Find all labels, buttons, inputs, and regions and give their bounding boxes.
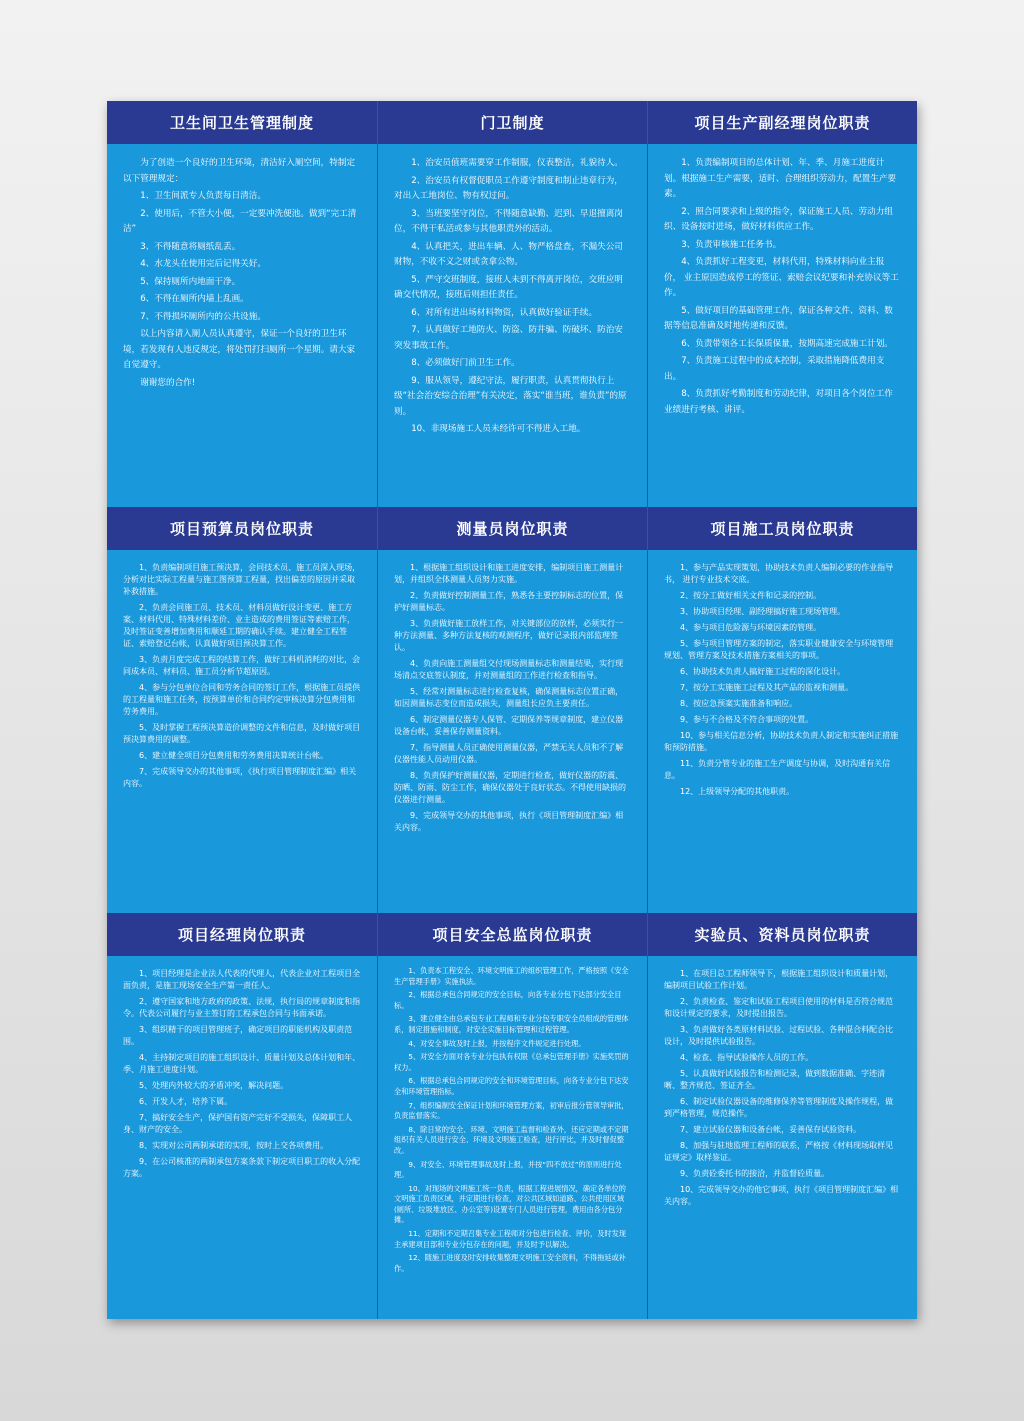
paragraph: 为了创造一个良好的卫生环境，清洁好入厕空间，特制定以下管理规定： — [123, 158, 356, 184]
paragraph: 10、非现场施工人员未经许可不得进入工地。 — [411, 424, 586, 434]
paragraph: 6、建立健全项目分包费用和劳务费用决算统计台帐。 — [139, 751, 329, 760]
paragraph: 7、负责施工过程中的成本控制，采取措施降低费用支出。 — [664, 356, 885, 382]
paragraph: 10、对现场的文明施工统一负责，根据工程进展情况，确定各单位的文明施工负责区域，并定期进行检查，对公共区域如道路、公共使用区域(厕所、垃圾堆放区、办公室等)设置专门人员进行管理，费用由各分包分摊。 — [394, 1183, 626, 1225]
panel-lab-archivist-duties — [647, 913, 917, 1319]
paragraph: 6、根据总承包合同规定的安全和环境管理目标，向各专业分包下达安全和环境管理指标。 — [394, 1076, 629, 1096]
paragraph: 8、加强与驻地监理工程师的联系，严格按《材料现场取样见证规定》取样鉴证。 — [664, 1141, 894, 1162]
paragraph: 9、完成领导交办的其他事项，执行《项目管理制度汇编》相关内容。 — [394, 811, 624, 832]
panel-deputy-manager-duties — [647, 101, 917, 507]
paragraph: 以上内容请入厕人员认真遵守，保证一个良好的卫生环境，若发现有人违反规定，将处罚打扫厕所一个星期。请大家自觉遵守。 — [123, 329, 356, 370]
panel-construction-officer-duties — [647, 507, 917, 913]
paragraph: 6、开发人才，培养下属。 — [139, 1097, 233, 1106]
panel-body — [378, 956, 647, 1285]
notice-board — [107, 101, 917, 1319]
paragraph: 2、治安员有权督促职员工作遵守制度和制止违章行为，对出入工地岗位、物有权过问。 — [394, 175, 623, 201]
panel-title: 项目安全总监岗位职责 — [378, 913, 647, 956]
panel-safety-director-duties — [377, 913, 647, 1319]
paragraph: 2、照合同要求和上级的指令，保证施工人员、劳动力组织、设备按时进场，做好材料供应工作。 — [664, 206, 893, 232]
paragraph: 1、项目经理是企业法人代表的代理人，代表企业对工程项目全面负责，是施工现场安全生产第一责任人。 — [123, 969, 361, 990]
paragraph: 9、参与不合格及不符合事项的处置。 — [680, 715, 814, 724]
paragraph: 2、根据总承包合同规定的安全目标，向各专业分包下达部分安全目标。 — [394, 990, 622, 1010]
paragraph: 6、负责带领各工长保质保量，按期高速完成施工计划。 — [681, 338, 893, 349]
panel-body — [378, 144, 647, 448]
paragraph: 5、参与项目管理方案的制定，落实职业健康安全与环境管理规划、管理方案及技术措施方案相关的事项。 — [664, 639, 894, 660]
paragraph: 5、认真做好试验报告和检测记录，做到数据准确、字迹清晰、整齐规范、签证齐全。 — [664, 1069, 886, 1090]
paragraph: 3、不得随意将厕纸乱丢。 — [140, 241, 241, 252]
paragraph: 5、保持厕所内地面干净。 — [140, 276, 241, 287]
paragraph: 4、负责向施工测量组交付现场测量标志和测量结果，实行现场清点交底签认制度，并对测量组的工作进行检查和指导。 — [394, 659, 624, 680]
paragraph: 6、制定测量仪器专人保管、定期保养等规章制度，建立仪器设备台帐，妥善保存测量资料。 — [394, 715, 624, 736]
paragraph: 3、协助项目经理、副经理搞好施工现场管理。 — [680, 607, 846, 616]
paragraph: 9、对安全、环境管理事故及时上报，并按“四不放过”的原则进行处理。 — [394, 1159, 622, 1180]
panel-title: 测量员岗位职责 — [378, 507, 647, 550]
panel-budget-officer-duties — [107, 507, 377, 913]
panel-gatekeeper-rules — [377, 101, 647, 507]
paragraph: 8、负责抓好考勤制度和劳动纪律，对项目各个岗位工作业绩进行考核、讲评。 — [664, 389, 893, 415]
panel-body — [648, 144, 917, 428]
paragraph: 1、根据施工组织设计和施工进度安排，编制项目施工测量计划，并组织全体测量人员努力实施。 — [394, 563, 624, 584]
paragraph: 4、对安全事故及时上报，并按程序文件规定进行处理。 — [408, 1038, 586, 1048]
panel-body — [107, 144, 377, 401]
paragraph: 4、认真把关，进出车辆、人、物严格盘查，不漏失公司财物，不收不义之财或贪拿公物。 — [394, 241, 623, 267]
paragraph: 5、做好项目的基础管理工作，保证各种文件、资料、数据等信息准确及时地传递和反馈。 — [664, 305, 893, 331]
paragraph: 8、必须做好门前卫生工作。 — [411, 358, 520, 368]
paragraph: 1、负责本工程安全、环境文明施工的组织管理工作，严格按照《安全生产管理手册》实施执法。 — [394, 966, 629, 986]
panel-surveyor-duties — [377, 507, 647, 913]
panel-title: 项目预算员岗位职责 — [107, 507, 377, 550]
panel-title: 门卫制度 — [378, 101, 647, 144]
paragraph: 4、主持制定项目的施工组织设计、质量计划及总体计划和年、季、月施工进度计划。 — [123, 1053, 361, 1074]
paragraph: 3、负责做好各类原材料试验、过程试验、各种混合料配合比设计，及时提供试验报告。 — [664, 1025, 894, 1046]
panel-title: 项目生产副经理岗位职责 — [648, 101, 917, 144]
paragraph: 1、卫生间派专人负责每日清洁。 — [140, 191, 266, 201]
paragraph: 2、使用后，不管大小便，一定要冲洗便池。做到“完工清洁” — [123, 208, 357, 234]
panel-body — [107, 550, 377, 802]
paragraph: 10、参与相关信息分析，协助技术负责人制定和实施纠正措施和预防措施。 — [664, 731, 899, 752]
paragraph: 12、上级领导分配的其他职责。 — [680, 787, 795, 796]
paragraph: 5、严守交班制度，接班人未到不得离开岗位，交班应明确交代情况，接班后则担任责任。 — [394, 274, 623, 300]
paragraph: 9、在公司核准的两制承包方案条款下制定项目职工的收入分配方案。 — [123, 1157, 361, 1178]
paragraph: 10、完成领导交办的他它事项，执行《项目管理制度汇编》相关内容。 — [664, 1185, 899, 1206]
paragraph: 7、指导测量人员正确使用测量仪器，严禁无关人员和不了解仪器性能人员动用仪器。 — [394, 743, 624, 764]
panel-project-manager-duties — [107, 913, 377, 1319]
paragraph: 3、组织精干的项目管理班子，确定项目的职能机构及职责范围。 — [123, 1025, 353, 1046]
panel-title: 项目施工员岗位职责 — [648, 507, 917, 550]
paragraph: 1、负责编制项目的总体计划、年、季、月施工进度计划。根据施工生产需要，适时、合理组织劳动力，配置生产要素。 — [664, 158, 897, 199]
panel-body — [107, 956, 377, 1192]
panel-body — [378, 550, 647, 846]
paragraph: 4、参与分包单位合同和劳务合同的签订工作，根据施工员提供的工程量和施工任务，按预算单价和合同约定审核决算分包费用和劳务费用。 — [123, 683, 361, 716]
panel-body — [648, 956, 917, 1220]
paragraph: 7、建立试验仪器和设备台帐，妥善保存试验资料。 — [680, 1125, 862, 1134]
paragraph: 2、负责会同施工员、技术员、材料员做好设计变更、施工方案、材料代用、特殊材料差价、业主造成的费用签证等索赔工作，及时签证变善增加费用和顺延工期的确认手续。建立健全工程签证、索赔登记台帐，认真做好项目预决算工作。 — [123, 603, 355, 648]
paragraph: 11、负责分管专业的施工生产调度与协调，及时沟通有关信息。 — [664, 759, 891, 780]
paragraph: 3、负责做好施工放样工作，对关键部位的放样，必须实行一种方法测量、多种方法复核的观测程序，做好记录报内部监理签认。 — [394, 619, 624, 652]
paragraph: 5、经常对测量标志进行检查复核，确保测量标志位置正确，如因测量标志变位而造成损失，测量组长应负主要责任。 — [394, 687, 624, 708]
paragraph: 4、负责抓好工程变更，材料代用，特殊材料向业主报价， 业主原因造成停工的签证、索赔会议纪要和补充协议等工作。 — [664, 257, 899, 298]
paragraph: 7、不得损坏厕所内的公共设施。 — [140, 311, 266, 322]
paragraph: 谢谢您的合作! — [140, 377, 196, 388]
paragraph: 2、遵守国家和地方政府的政策、法规，执行局的规章制度和指令。代表公司履行与业主签订的工程承包合同与书面承诺。 — [123, 997, 361, 1018]
paragraph: 5、及时掌握工程预决算造价调整的文件和信息，及时做好项目预决算费用的调整。 — [123, 723, 361, 744]
paragraph: 1、负责编制项目施工预决算，会同技术员、施工员深入现场，分析对比实际工程量与施工图预算工程量，找出偏差的原因并采取补救措施。 — [123, 563, 361, 596]
panel-body — [648, 550, 917, 810]
paragraph: 2、按分工做好相关文件和记录的控制。 — [680, 591, 822, 600]
paragraph: 3、当班要坚守岗位，不得随意缺勤、迟到、早退擅离岗位，不得干私活或参与其他职责外的活动。 — [394, 208, 623, 234]
paragraph: 6、不得在厕所内墙上乱画。 — [140, 294, 249, 304]
paragraph: 12、随施工进度及时安排收集整理文明施工安全资料，不得拖延或补作。 — [394, 1253, 626, 1273]
paragraph: 2、负责检查、鉴定和试验工程项目使用的材料是否符合规范和设计规定的要求，及时提出报告。 — [664, 997, 894, 1018]
paragraph: 3、负责月度完成工程的结算工作，做好工料机消耗的对比，会同成本员、材料员、施工员分析节超原因。 — [123, 655, 361, 676]
panel-title: 卫生间卫生管理制度 — [107, 101, 377, 144]
paragraph: 5、对安全方面对各专业分包执有权限《总承包管理手册》实施奖罚的权力。 — [394, 1052, 629, 1072]
paragraph: 4、检查、指导试验操作人员的工作。 — [680, 1053, 814, 1062]
paragraph: 3、负责审核施工任务书。 — [681, 239, 782, 250]
paragraph: 7、组织编制安全保证计划和环境管理方案，初审后报分管领导审批，负责监督落实。 — [394, 1100, 629, 1121]
paragraph: 11、定期和不定期召集专业工程师对分包进行检查、评价，及时发现主承建项目部和专业分包存在的问题，并及时予以解决。 — [394, 1229, 626, 1249]
paragraph: 4、参与项目危险源与环境因素的管理。 — [680, 623, 822, 632]
paragraph: 7、按分工实施施工过程及其产品的监视和测量。 — [680, 683, 854, 692]
paragraph: 9、服从领导，遵纪守法，履行职责，认真贯彻执行上级“社会治安综合治理”有关决定，落实“谁当班，谁负责”的原则。 — [394, 375, 627, 417]
paragraph: 7、认真做好工地防火、防盗、防井骗、防破坏、防治安突发事故工作。 — [394, 325, 623, 351]
paragraph: 8、负责保护好测量仪器，定期进行检查，做好仪器的防震、防晒、防雨、防尘工作，确保仪器处于良好状态。不得使用缺损的仪器进行测量。 — [394, 771, 626, 804]
paragraph: 4、水龙头在使用完后记得关好。 — [140, 259, 266, 269]
paragraph: 1、治安员值班需要穿工作制服，仪表整洁，礼貌待人。 — [411, 158, 623, 168]
paragraph: 7、搞好安全生产，保护国有资产完好不受损失，保障职工人身、财产的安全。 — [123, 1113, 353, 1134]
panel-title: 实验员、资料员岗位职责 — [648, 913, 917, 956]
paragraph: 8、实现对公司两制承诺的实现，按时上交各项费用。 — [139, 1141, 329, 1150]
panel-title: 项目经理岗位职责 — [107, 913, 377, 956]
paragraph: 1、参与产品实现策划，协助技术负责人编制必要的作业指导书， 进行专业技术交底。 — [664, 563, 894, 584]
paragraph: 5、处理内外较大的矛盾冲突，解决问题。 — [139, 1081, 289, 1090]
panel-restroom-rules — [107, 101, 377, 507]
paragraph: 7、完成领导交办的其他事项，《执行项目管理制度汇编》相关内容。 — [123, 767, 357, 788]
paragraph: 9、负责砼委托书的接洽，并监督砼质量。 — [680, 1169, 830, 1178]
paragraph: 8、除日常的安全、环境、文明施工监督和检查外，还应定期或不定期组织有关人员进行安全、环境及文明施工检查，进行评比，并及时督促整改。 — [394, 1124, 629, 1155]
paragraph: 1、在项目总工程师领导下，根据施工组织设计和质量计划，编制项目试验工作计划。 — [664, 969, 894, 990]
paragraph: 6、协助技术负责人搞好施工过程的深化设计。 — [680, 667, 846, 676]
paragraph: 6、对所有进出场材料物资，认真做好验证手续。 — [411, 307, 598, 318]
paragraph: 8、按应急预案实施准备和响应。 — [680, 699, 798, 708]
paragraph: 6、制定试验仪器设备的维修保养等管理制度及操作规程，做到严格管理，规范操作。 — [664, 1097, 894, 1118]
paragraph: 2、负责做好控制测量工作，熟悉各主要控制标志的位置，保护好测量标志。 — [394, 591, 624, 612]
paragraph: 3、建立健全由总承包专业工程师和专业分包专职安全员组成的管理体系，制定措施和制度，对安全实施目标管理和过程管理。 — [394, 1014, 629, 1034]
